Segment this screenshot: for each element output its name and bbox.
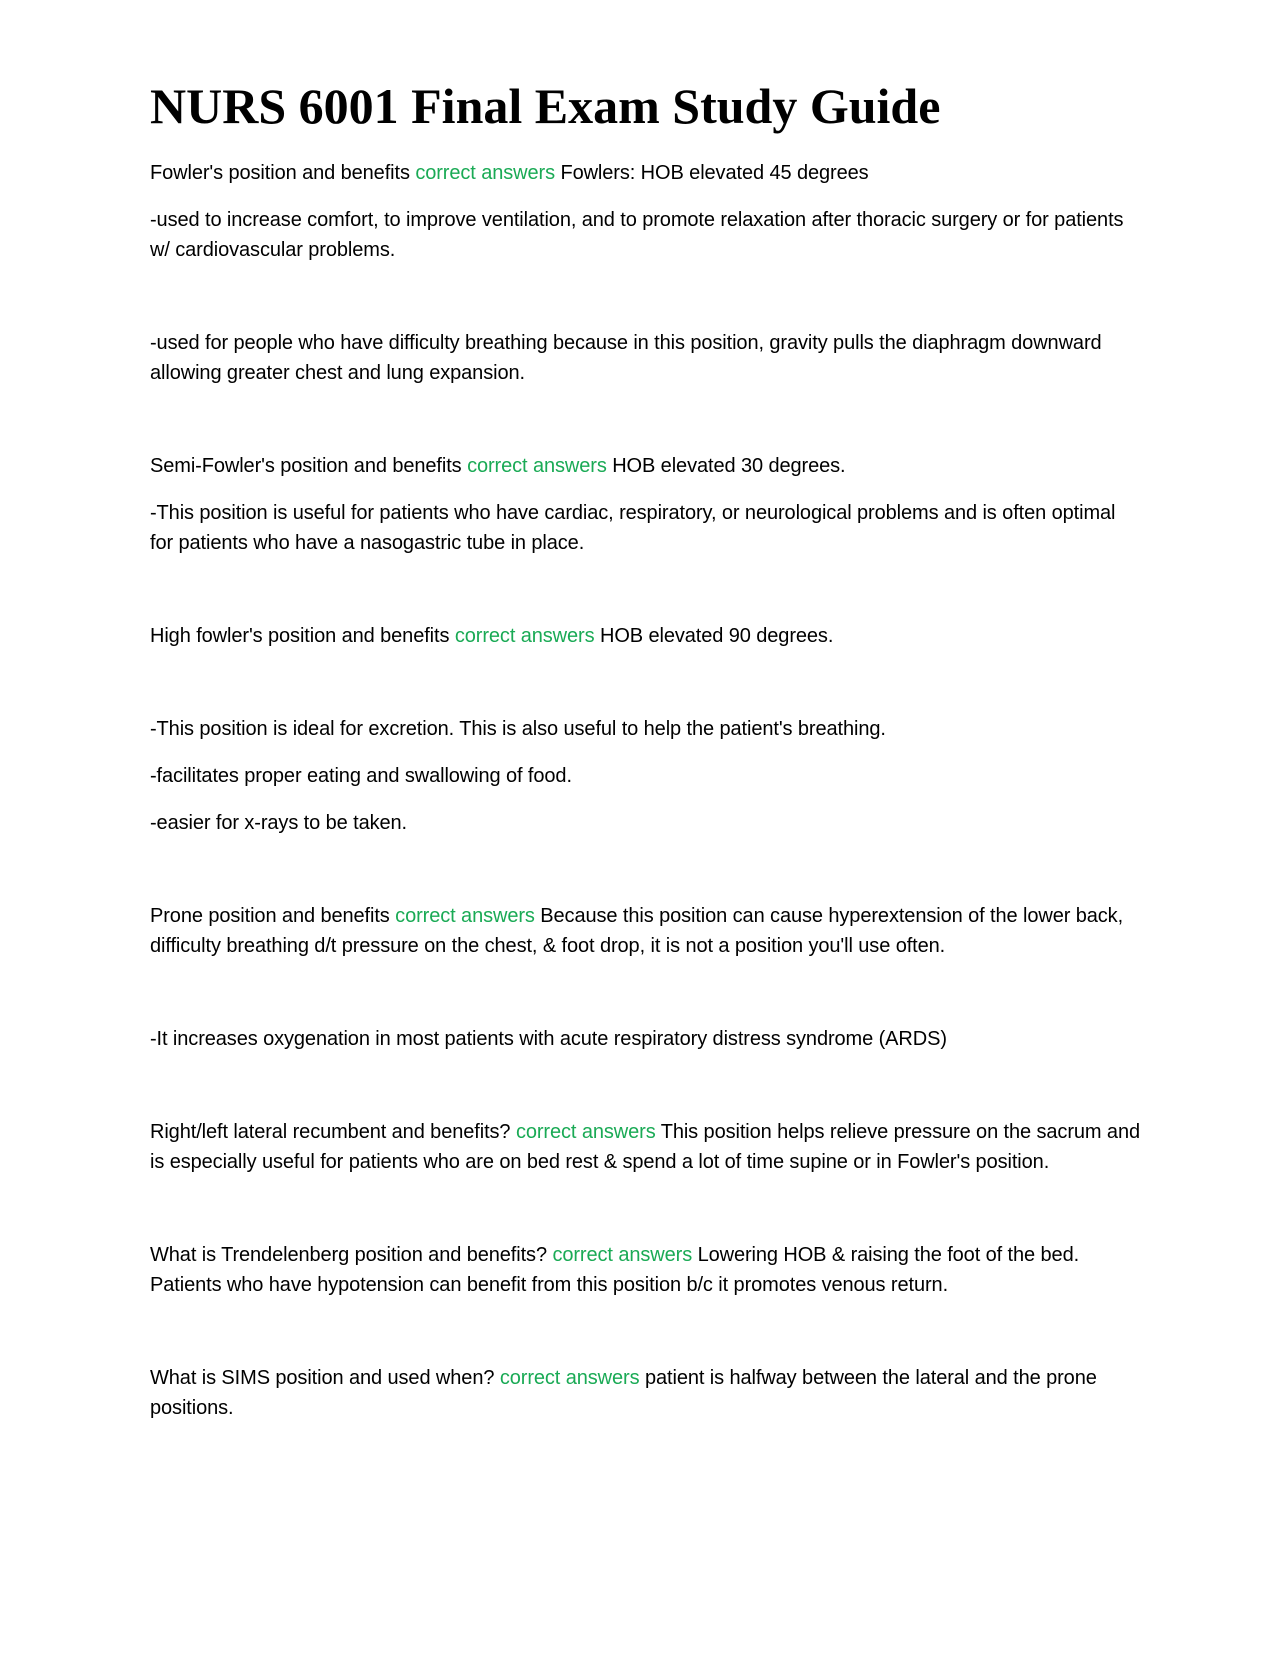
note-prone-ards: -It increases oxygenation in most patients with acute respiratory distress syndrome (ARDS) [150,1028,947,1050]
question-text: What is SIMS position and used when? [150,1367,495,1389]
question-text: Semi-Fowler's position and benefits [150,455,462,477]
question-text: High fowler's position and benefits [150,625,450,647]
qa-semi-fowlers [150,451,1140,481]
study-guide-page [150,72,1140,1440]
answer-text: patient is halfway between the lateral and the prone positions. [150,1367,1097,1419]
question-text: Prone position and benefits [150,905,390,927]
qa-high-fowlers [150,621,1140,651]
qa-lateral-recumbent [150,1117,1140,1177]
answer-text: Lowering HOB & raising the foot of the bed. Patients who have hypotension can benefit from this position b/c it promotes venous return. [150,1244,1080,1296]
qa-trendelenberg [150,1240,1140,1300]
answer-text: HOB elevated 90 degrees. [599,625,834,647]
correct-answers-tag: correct answers [415,162,555,184]
answer-text: Because this position can cause hyperextension of the lower back, difficulty breathing d/t pressure on the chest, & foot drop, it is not a position you'll use often. [150,905,1124,957]
note-high-fowlers-xrays: -easier for x-rays to be taken. [150,812,408,834]
correct-answers-tag: correct answers [499,1367,640,1389]
question-text: Right/left lateral recumbent and benefits? [150,1121,511,1143]
qa-sims [150,1363,1140,1423]
answer-text: HOB elevated 30 degrees. [612,455,846,477]
correct-answers-tag: correct answers [395,905,535,927]
question-text: Fowler's position and benefits [150,162,410,184]
note-fowlers-comfort: -used to increase comfort, to improve ventilation, and to promote relaxation after thoracic surgery or for patients w/ cardiovascular problems. [150,209,1124,261]
note-semi-fowlers: -This position is useful for patients who have cardiac, respiratory, or neurological problems and is often optimal for patients who have a nasogastric tube in place. [150,502,1116,554]
correct-answers-tag: correct answers [467,455,607,477]
note-high-fowlers-excretion: -This position is ideal for excretion. This is also useful to help the patient's breathing. [150,718,886,740]
correct-answers-tag: correct answers [515,1121,656,1143]
note-fowlers-breathing: -used for people who have difficulty breathing because in this position, gravity pulls the diaphragm downward allowing greater chest and lung expansion. [150,332,1102,384]
answer-text: This position helps relieve pressure on the sacrum and is especially useful for patients who are on bed rest & spend a lot of time supine or in Fowler's position. [150,1121,1141,1173]
note-high-fowlers-eating: -facilitates proper eating and swallowing of food. [150,765,572,787]
page-title: NURS 6001 Final Exam Study Guide [150,78,941,134]
qa-prone [150,901,1140,961]
question-text: What is Trendelenberg position and benefits? [150,1244,547,1266]
correct-answers-tag: correct answers [454,625,595,647]
correct-answers-tag: correct answers [552,1244,693,1266]
qa-fowlers [150,158,1140,188]
answer-text: Fowlers: HOB elevated 45 degrees [560,162,869,184]
